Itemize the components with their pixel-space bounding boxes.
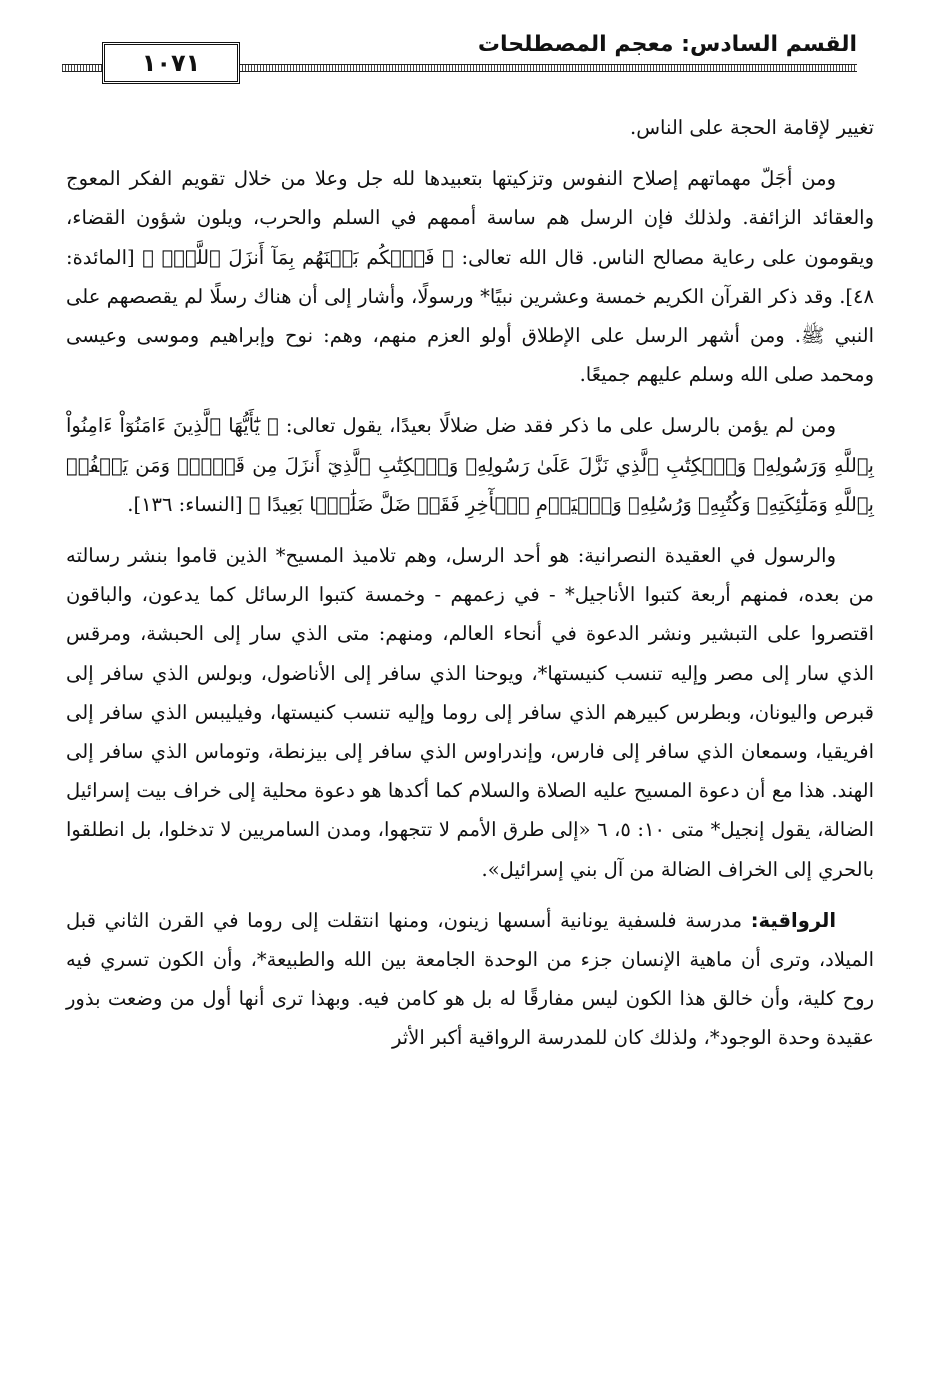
paragraph-1 (66, 108, 874, 147)
page-header (62, 28, 857, 76)
page-number-box (102, 42, 240, 84)
paragraph-text: ومن أجَلّ مهماتهم إصلاح النفوس وتزكيتها بتعبيدها لله جل وعلا من خلال تقويم الفكر المعوج والعقائد الزائفة. ولذلك فإن الرسل هم ساسة أممهم في السلم والحرب، ويلون شؤون القضاء، ويقومون على رعاية مصالح الناس. قال الله تعالى: ﴿ فَٱحۡكُم بَيۡنَهُم بِمَآ أَنزَلَ ٱللَّهُۖ ﴾ [المائدة: ٤٨]. وقد ذكر القرآن الكريم خمسة وعشرين نبيًا* ورسولًا، وأشار إلى أن هناك رسلًا لم يقصصهم على النبي ﷺ. ومن أشهر الرسل على الإطلاق أولو العزم منهم، وهم: نوح وإبراهيم وموسى وعيسى ومحمد صلى الله وسلم عليهم جميعًا. (66, 167, 874, 387)
paragraph-5 (66, 901, 874, 1058)
paragraph-3 (66, 406, 874, 524)
page-number: ١٠٧١ (141, 49, 201, 77)
paragraph-text: ومن لم يؤمن بالرسل على ما ذكر فقد ضل ضلالًا بعيدًا، يقول تعالى: ﴿ يَٰٓأَيُّهَا ٱلَّذِينَ ءَامَنُوٓاْ ءَامِنُواْ بِٱللَّهِ وَرَسُولِهِۦ وَٱلۡكِتَٰبِ ٱلَّذِي نَزَّلَ عَلَىٰ رَسُولِهِۦ وَٱلۡكِتَٰبِ ٱلَّذِيٓ أَنزَلَ مِن قَبۡلُۚ وَمَن يَكۡفُرۡ بِٱللَّهِ وَمَلَٰٓئِكَتِهِۦ وَكُتُبِهِۦ وَرُسُلِهِۦ وَٱلۡيَوۡمِ ٱلۡأٓخِرِ فَقَدۡ ضَلَّ ضَلَٰلَۢا بَعِيدًا ﴾ [النساء: ١٣٦]. (66, 414, 874, 516)
paragraph-text: مدرسة فلسفية يونانية أسسها زينون، ومنها انتقلت إلى روما في القرن الثاني قبل الميلاد، وترى أن ماهية الإنسان جزء من الوحدة الجامعة بين الله والطبيعة*، وأن الكون تسري فيه روح كلية، وأن خالق هذا الكون ليس مفارقًا له بل هو كامن فيه. وبهذا ترى أنها أول من وضعت بذور عقيدة وحدة الوجود*، ولذلك كان للمدرسة الرواقية أكبر الأثر (66, 908, 874, 1050)
paragraph-4 (66, 536, 874, 889)
glossary-term: الرواقية: (750, 908, 836, 932)
body-text (66, 108, 874, 1070)
paragraph-2 (66, 159, 874, 394)
section-title: القسم السادس: معجم المصطلحات (477, 32, 857, 57)
paragraph-text: والرسول في العقيدة النصرانية: هو أحد الرسل، وهم تلاميذ المسيح* الذين قاموا بنشر رسالته من بعده، فمنهم أربعة كتبوا الأناجيل* - في زعمهم - وخمسة كتبوا الرسائل كما يدعون، والباقون اقتصروا على التبشير ونشر الدعوة في أنحاء العالم، ومنهم: متى الذي سار إلى الحبشة، ومرقس الذي سار إلى مصر وإليه تنسب كنيستها*، ويوحنا الذي سافر إلى الأناضول، وبولس الذي سافر إلى قبرص واليونان، وبطرس كبيرهم الذي سافر إلى روما وإليه تنسب كنيستها، وفيليبس الذي سافر إلى افريقيا، وسمعان الذي سافر إلى فارس، وإندراوس الذي سافر إلى بيزنطة، وتوماس الذي سافر إلى الهند. هذا مع أن دعوة المسيح عليه الصلاة والسلام كما أكدها هو دعوة محلية إلى خراف بيت إسرائيل الضالة، يقول إنجيل* متى ١٠: ٥، ٦ «إلى طرق الأمم لا تتجهوا، ومدن السامريين لا تدخلوا، بل انطلقوا بالحري إلى الخراف الضالة من آل بني إسرائيل». (66, 544, 874, 881)
paragraph-text: تغيير لإقامة الحجة على الناس. (630, 116, 874, 139)
